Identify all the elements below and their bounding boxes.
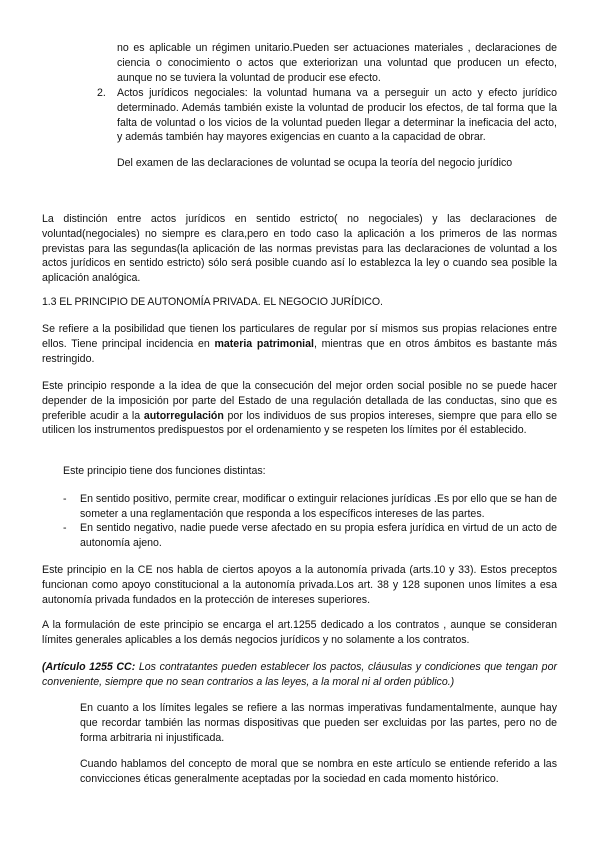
paragraph-responde [42, 379, 557, 438]
paragraph-art1255: A la formulación de este principio se encarga el art.1255 dedicado a los contratos , aunque se consideran límites generales aplicables a los demás negocios jurídicos y no solamente a los contratos. [42, 619, 557, 646]
paragraph-distincion: La distinción entre actos jurídicos en sentido estricto( no negociales) y las declaraciones de voluntad(negociales) no siempre es clara,pero en todo caso la aplicación a los primeros de las normas previstas para las segundas(la aplicación de las normas previstas para las declaraciones de voluntad a los actos jurídicos en sentido estricto) sólo será posible cuando así lo establezca la ley o cuando sea posible la aplicación analógica. [42, 213, 557, 285]
bullet-dash: - [63, 522, 67, 534]
paragraph-examen: Del examen de las declaraciones de voluntad se ocupa la teoría del negocio jurídico [117, 157, 513, 169]
paragraph-continuation: no es aplicable un régimen unitario.Pueden ser actuaciones materiales , declaraciones de ciencia o conocimiento o actos que exteriorizan una voluntad que producen un efecto, aunque no se tuviera la voluntad de producir ese efecto. [117, 42, 557, 84]
paragraph-ce: Este principio en la CE nos habla de ciertos apoyos a la autonomía privada (arts.10 y 33). Estos preceptos funcionan como apoyo constitucional a la autonomía privada.Los art. 38 y 128 suponen unos límites a esa autonomía privada fundados en la protección de intereses superiores. [42, 564, 557, 606]
list-item-actos-negociales [117, 86, 557, 145]
text-run: Se refiere a la posibilidad que tienen los particulares de regular por sí mismos sus propias relaciones entre ellos. Tiene principal incidencia en [42, 323, 557, 350]
bold-term-materia-patrimonial: materia patrimonial [214, 337, 314, 350]
list-number: 2. [97, 87, 106, 99]
bold-term-autorregulacion: autorregulación [143, 409, 224, 422]
section-heading: 1.3 EL PRINCIPIO DE AUTONOMÍA PRIVADA. EL NEGOCIO JURÍDICO. [42, 296, 383, 308]
bullet-dash: - [63, 493, 67, 505]
text-run: por los individuos de sus propios intereses, siempre que para ello se utilicen los instrumentos predispuestos por el ordenamiento y se respeten los límites por él establecido. [42, 409, 557, 437]
list-item-lead: Actos jurídicos negociales: [117, 87, 248, 99]
quote-lead: (Artículo 1255 CC: [42, 661, 136, 673]
paragraph-funciones: Este principio tiene dos funciones distintas: [63, 465, 266, 477]
paragraph-moral: Cuando hablamos del concepto de moral que se nombra en este artículo se entiende referido a las convicciones éticas generalmente aceptadas por la sociedad en cada momento histórico. [80, 758, 557, 785]
paragraph-refiere [42, 322, 557, 366]
quote-article-1255 [42, 660, 557, 690]
bullet-item-positivo: En sentido positivo, permite crear, modificar o extinguir relaciones jurídicas .Es por ello que se han de someter a una reglamentación que responda a los específicos intereses de las partes. [80, 493, 557, 520]
text-run: Este principio responde a la idea de que la consecución del mejor orden social posible no se puede hacer depender de la imposición por parte del Estado de una regulación detallada de las conductas, sino que es preferible acudir a la [42, 380, 557, 422]
paragraph-limites: En cuanto a los límites legales se refiere a las normas imperativas fundamentalmente, aunque hay que recordar también las normas dispositivas que pueden ser excluidas por las partes, pero no de forma arbitraria ni injustificada. [80, 702, 557, 744]
text-run: , mientras que en otros ámbitos es bastante más restringido. [42, 337, 558, 365]
quote-text: Los contratantes pueden establecer los pactos, cláusulas y condiciones que tengan por conveniente, siempre que no sean contrarios a las leyes, a la moral ni al orden público.) [42, 661, 557, 688]
bullet-item-negativo: En sentido negativo, nadie puede verse afectado en su propia esfera jurídica en virtud de un acto de autonomía ajeno. [80, 522, 557, 549]
list-item-text: la voluntad humana va a perseguir un acto y efecto jurídico determinado. Además también existe la voluntad de producir los efectos, de tal forma que la falta de voluntad o los vicios de la voluntad pueden llegar a determinar la ineficacia del acto, y además también hay mayores exigencias en cuanto a la capacidad de obrar. [117, 87, 557, 144]
